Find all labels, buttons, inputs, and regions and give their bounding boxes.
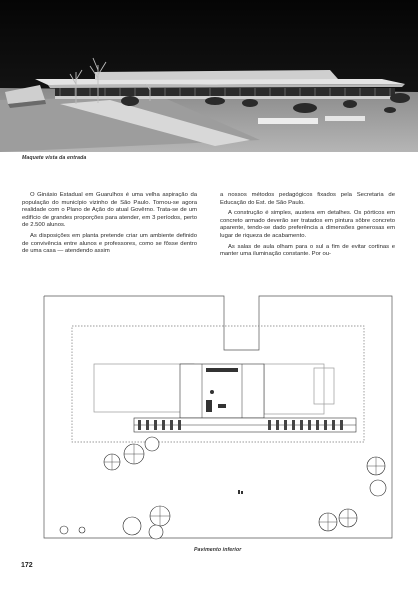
paragraph: As salas de aula olham para o sul a fim de evitar cortinas e manter uma iluminação constante. Por ou- [220,243,395,258]
text-column-right [220,192,395,262]
text-column-left [22,192,197,259]
paragraph: O Ginásio Estadual em Guarulhos é uma velha aspiração da população do município vizinho de São Paulo. Tornou-se agora realidade com o Plano de Ação do atual Govêrno. Trata-se de um edifício de grandes proporções para atender, em 3 períodos, perto de 2.500 alunos. [22,192,197,229]
model-photo [0,0,418,152]
paragraph: a nossos métodos pedagógicos fixados pela Secretaria de Educação do Est. de São Paulo. [220,192,395,206]
paragraph: As disposições em planta pretende criar um ambiente definido de convivência entre alunos e professores, como se fôsse dentro de uma casa — atendendo assim [22,232,197,255]
paragraph: A construção é simples, austera em detalhes. Os pórticos em concreto armado deverão ser tratados em pintura sôbre concreto aparente, tendo-se dado preferência a dimensões generosas em lugar de riqueza de acabamento. [220,210,395,239]
site-plan [42,294,394,540]
plan-caption: Pavimento inferior [194,547,242,553]
page-number: 172 [21,562,33,569]
photo-caption: Maquete vista da entrada [22,155,87,161]
